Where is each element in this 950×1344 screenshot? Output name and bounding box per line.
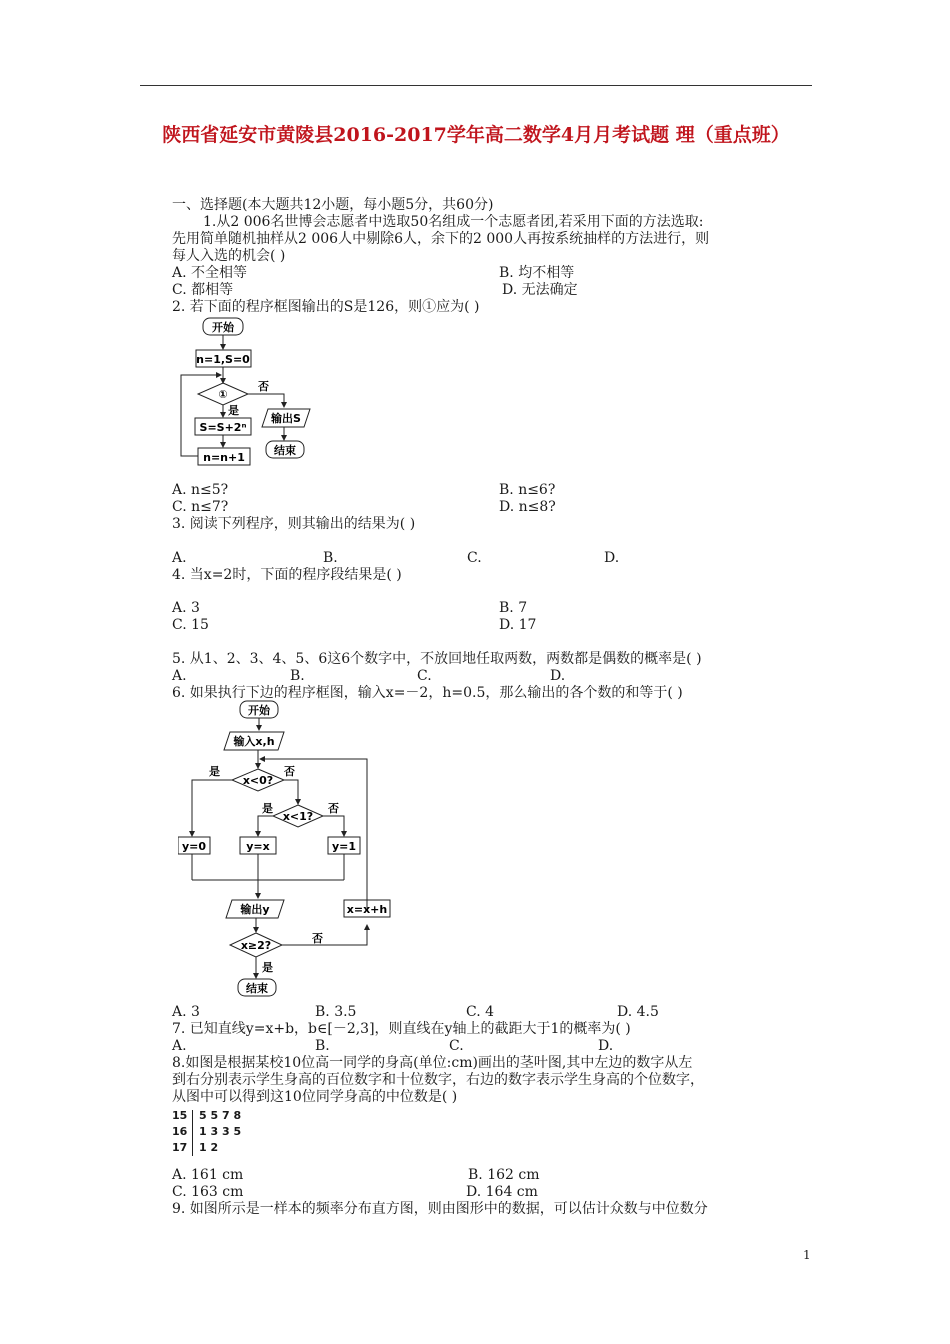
q6-stem: 6. 如果执行下边的程序框图，输入x=－2，h=0.5，那么输出的各个数的和等于( ) [172,685,683,701]
q2-flowchart [175,313,335,478]
q8-option-b: B. 162 cm [468,1167,540,1183]
q9-line1: 9. 如图所示是一样本的频率分布直方图，则由图形中的数据，可以估计众数与中位数分 [172,1201,708,1217]
q1-option-c: C. 都相等 [172,282,234,298]
flow6-yes2-label: 是 [262,802,273,815]
leaf-values: 1 3 3 5 [199,1125,242,1138]
q1-option-d: D. 无法确定 [502,282,578,298]
q2-option-a: A. n≤5? [172,482,229,498]
q7-option-b: B. [315,1038,330,1054]
stem-leaf-row [172,1140,241,1156]
flow6-input-label: 输入x,h [233,735,275,748]
flow-sum-label: S=S+2ⁿ [199,421,247,434]
flow6-cond3-label: x≥2? [240,939,272,952]
flow6-y1-label: y=1 [331,840,357,853]
q3-option-c: C. [467,550,482,566]
q3-option-a: A. [172,550,187,566]
flow-no-label: 否 [258,380,269,393]
q3-option-d: D. [604,550,620,566]
q6-option-a: A. 3 [172,1004,200,1020]
flow6-end-label: 结束 [246,982,268,995]
q4-stem: 4. 当x=2时，下面的程序段结果是( ) [172,567,402,583]
flow-start-label: 开始 [212,321,234,334]
section-heading: 一、选择题(本大题共12小题，每小题5分，共60分) [172,197,494,213]
q8-option-d: D. 164 cm [466,1184,538,1200]
page-title: 陕西省延安市黄陵县2016-2017学年高二数学4月月考试题 理（重点班） [162,124,790,146]
q5-option-a: A. [172,668,187,684]
flow6-start-label: 开始 [248,704,270,717]
stem-value: 17 [172,1141,188,1154]
q1-line2: 先用简单随机抽样从2 006人中剔除6人，余下的2 000人再按系统抽样的方法进行，则 [172,231,710,247]
q3-stem: 3. 阅读下列程序，则其输出的结果为( ) [172,516,416,532]
flow-init-label: n=1,S=0 [196,353,250,366]
flow6-y0-label: y=0 [181,840,207,853]
stem-leaf-divider [192,1110,193,1156]
q6-option-d: D. 4.5 [617,1004,659,1020]
q7-option-d: D. [598,1038,614,1054]
q5-option-c: C. [417,668,432,684]
q4-option-b: B. 7 [499,600,528,616]
q8-line1: 8.如图是根据某校10位高一同学的身高(单位:cm)画出的茎叶图,其中左边的数字从左 [172,1055,693,1071]
q5-option-b: B. [290,668,305,684]
q3-option-b: B. [323,550,338,566]
q6-flowchart [178,698,398,1003]
flow6-cond1-label: x<0? [242,774,274,787]
flow-out-label: 输出S [271,412,301,425]
q8-option-c: C. 163 cm [172,1184,244,1200]
q8-line3: 从图中可以得到这10位同学身高的中位数是( ) [172,1089,458,1105]
q2-option-d: D. n≤8? [499,499,556,515]
q1-line3: 每人入选的机会( ) [172,248,286,264]
q6-option-b: B. 3.5 [315,1004,357,1020]
flow6-out-label: 输出y [240,903,270,916]
flow-end-label: 结束 [274,444,296,457]
flow6-cond2-label: x<1? [282,810,314,823]
q1-line1: 1.从2 006名世博会志愿者中选取50名组成一个志愿者团,若采用下面的方法选取: [203,214,704,230]
q8-option-a: A. 161 cm [172,1167,244,1183]
flow6-yes3-label: 是 [262,961,273,974]
flow6-no1-label: 否 [284,765,295,778]
stem-value: 16 [172,1125,188,1138]
q4-option-d: D. 17 [499,617,537,633]
q2-stem: 2. 若下面的程序框图输出的S是126，则①应为( ) [172,299,480,315]
q7-option-a: A. [172,1038,187,1054]
q1-option-a: A. 不全相等 [172,265,248,281]
stem-value: 15 [172,1109,188,1122]
q5-option-d: D. [550,668,566,684]
q4-option-c: C. 15 [172,617,209,633]
flow-yes-label: 是 [228,404,239,417]
header-rule [140,85,812,86]
flow6-yx-label: y=x [246,840,270,853]
stem-leaf-plot [172,1108,241,1156]
q7-stem: 7. 已知直线y=x+b，b∈[－2,3]，则直线在y轴上的截距大于1的概率为( ) [172,1021,631,1037]
q2-option-b: B. n≤6? [499,482,556,498]
q4-option-a: A. 3 [172,600,200,616]
q8-line2: 到右分别表示学生身高的百位数字和十位数字，右边的数字表示学生身高的个位数字， [172,1072,704,1088]
q7-option-c: C. [449,1038,464,1054]
stem-leaf-row [172,1108,241,1124]
q1-option-b: B. 均不相等 [499,265,575,281]
flow6-no2-label: 否 [328,802,339,815]
flow-inc-label: n=n+1 [203,451,245,464]
flow-cond-label: ① [218,388,228,401]
q5-stem: 5. 从1、2、3、4、5、6这6个数字中，不放回地任取两数，两数都是偶数的概率是( ) [172,651,702,667]
flow6-yes1-label: 是 [209,765,220,778]
flow6-step-label: x=x+h [346,903,388,916]
flow6-no3-label: 否 [312,932,323,945]
page-number: 1 [803,1248,811,1262]
stem-leaf-row [172,1124,241,1140]
q2-option-c: C. n≤7? [172,499,229,515]
leaf-values: 1 2 [199,1141,219,1154]
leaf-values: 5 5 7 8 [199,1109,242,1122]
q6-option-c: C. 4 [466,1004,495,1020]
